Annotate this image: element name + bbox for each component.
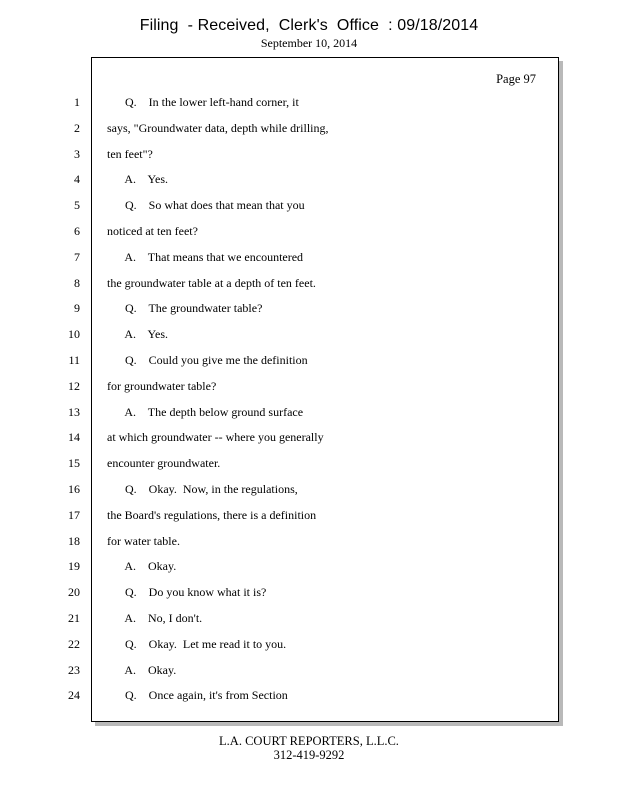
line-number: 14 (68, 430, 80, 444)
line-number: 22 (68, 637, 80, 651)
line-number: 16 (68, 482, 80, 496)
transcript-line-text: Q. Okay. Let me read it to you. (107, 637, 287, 651)
transcript-line-text: at which groundwater -- where you generally (107, 430, 324, 444)
line-number: 5 (74, 198, 80, 212)
line-number: 7 (74, 250, 80, 264)
transcript-line-text: A. That means that we encountered (107, 250, 304, 264)
transcript-line-text: Q. The groundwater table? (107, 301, 263, 315)
transcript-line-text: A. No, I don't. (107, 611, 203, 625)
transcript-line-text: A. Okay. (107, 559, 177, 573)
line-number: 24 (68, 688, 80, 702)
transcript-line-text: ten feet"? (107, 147, 153, 161)
line-number: 13 (68, 405, 80, 419)
transcript-line-text: Q. In the lower left-hand corner, it (107, 95, 299, 109)
transcript-line-text: Q. Okay. Now, in the regulations, (107, 482, 298, 496)
filing-stamp: Filing - Received, Clerk's Office : 09/18/2014 (139, 17, 479, 34)
line-number: 6 (74, 224, 80, 238)
transcript-line-text: A. The depth below ground surface (107, 405, 304, 419)
line-number: 3 (74, 147, 80, 161)
transcript-line-text: Q. Do you know what it is? (107, 585, 267, 599)
line-number: 12 (68, 379, 80, 393)
transcript-line-text: says, "Groundwater data, depth while drilling, (107, 121, 329, 135)
line-number: 11 (68, 353, 80, 367)
deposition-date: September 10, 2014 (260, 36, 358, 50)
line-number: 17 (68, 508, 80, 522)
line-number: 23 (68, 663, 80, 677)
transcript-line-text: Q. Once again, it's from Section (107, 688, 288, 702)
transcript-line-text: A. Okay. (107, 663, 177, 677)
transcript-line-text: Q. Could you give me the definition (107, 353, 308, 367)
reporter-phone: 312-419-9292 (273, 748, 345, 762)
transcript-line-text: the Board's regulations, there is a definition (107, 508, 317, 522)
transcript-line-text: for groundwater table? (107, 379, 217, 393)
transcript-line-text: encounter groundwater. (107, 456, 221, 470)
reporter-company: L.A. COURT REPORTERS, L.L.C. (219, 734, 399, 748)
line-number: 18 (68, 534, 80, 548)
line-number: 19 (68, 559, 80, 573)
line-number: 20 (68, 585, 80, 599)
line-number: 4 (74, 172, 80, 186)
line-number: 1 (74, 95, 80, 109)
line-number: 15 (68, 456, 80, 470)
line-number: 10 (68, 327, 80, 341)
page-number: Page 97 (496, 72, 536, 86)
line-number: 2 (74, 121, 80, 135)
line-number: 9 (74, 301, 80, 315)
transcript-line-text: for water table. (107, 534, 180, 548)
transcript-line-text: the groundwater table at a depth of ten feet. (107, 276, 316, 290)
transcript-line-text: A. Yes. (107, 327, 169, 341)
line-number: 21 (68, 611, 80, 625)
line-number: 8 (74, 276, 80, 290)
transcript-line-text: A. Yes. (107, 172, 169, 186)
transcript-line-text: noticed at ten feet? (107, 224, 198, 238)
transcript-line-text: Q. So what does that mean that you (107, 198, 305, 212)
